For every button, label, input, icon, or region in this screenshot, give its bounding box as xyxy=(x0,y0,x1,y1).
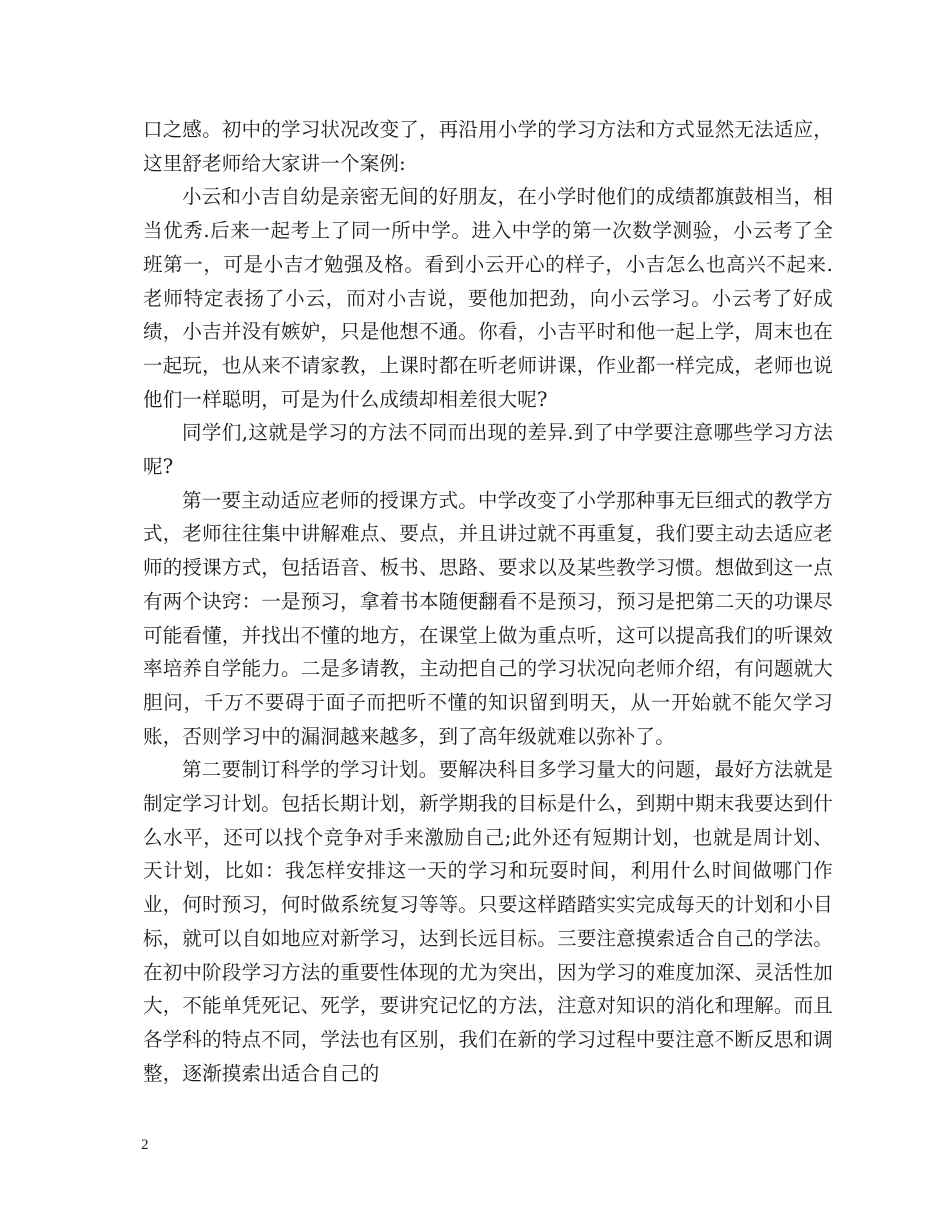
document-body xyxy=(143,113,833,1090)
paragraph-question: 同学们,这就是学习的方法不同而出现的差异.到了中学要注意哪些学习方法呢? xyxy=(143,421,833,479)
paragraph-continuation: 口之感。初中的学习状况改变了，再沿用小学的学习方法和方式显然无法适应，这里舒老师给大家讲一个案例: xyxy=(143,118,833,175)
paragraph-point-two: 第二要制订科学的学习计划。要解决科目多学习量大的问题，最好方法就是制定学习计划。包括长期计划，新学期我的目标是什么，到期中期末我要达到什么水平，还可以找个竞争对手来激励自己;此外还有短期计划，也就是周计划、天计划，比如：我怎样安排这一天的学习和玩耍时间，利用什么时间做哪门作业，何时预习，何时做系统复习等等。只要这样踏踏实实完成每天的计划和小目标，就可以自如地应对新学习，达到长远目标。三要注意摸索适合自己的学法。在初中阶段学习方法的重要性体现的尤为突出，因为学习的难度加深、灵活性加大，不能单凭死记、死学，要讲究记忆的方法，注意对知识的消化和理解。而且各学科的特点不同，学法也有区别，我们在新的学习过程中要注意不断反思和调整，逐渐摸索出适合自己的 xyxy=(143,758,833,1085)
paragraph-point-one: 第一要主动适应老师的授课方式。中学改变了小学那种事无巨细式的教学方式，老师往往集中讲解难点、要点，并且讲过就不再重复，我们要主动去适应老师的授课方式，包括语音、板书、思路、要求以及某些教学习惯。想做到这一点有两个诀窍：一是预习，拿着书本随便翻看不是预习，预习是把第二天的功课尽可能看懂，并找出不懂的地方，在课堂上做为重点听，这可以提高我们的听课效率培养自学能力。二是多请教，主动把自己的学习状况向老师介绍，有问题就大胆问，千万不要碍于面子而把听不懂的知识留到明天，从一开始就不能欠学习账，否则学习中的漏洞越来越多，到了高年级就难以弥补了。 xyxy=(143,488,833,748)
page-number: 2 xyxy=(141,1137,149,1153)
paragraph-case-story: 小云和小吉自幼是亲密无间的好朋友，在小学时他们的成绩都旗鼓相当，相当优秀.后来一起考上了同一所中学。进入中学的第一次数学测验，小云考了全班第一，可是小吉才勉强及格。看到小云开心的样子，小吉怎么也高兴不起来.老师特定表扬了小云，而对小吉说，要他加把劲，向小云学习。小云考了好成绩，小吉并没有嫉妒，只是他想不通。你看，小吉平时和他一起上学，周末也在一起玩，也从来不请家教，上课时都在听老师讲课，作业都一样完成，老师也说他们一样聪明，可是为什么成绩却相差很大呢? xyxy=(143,185,833,411)
